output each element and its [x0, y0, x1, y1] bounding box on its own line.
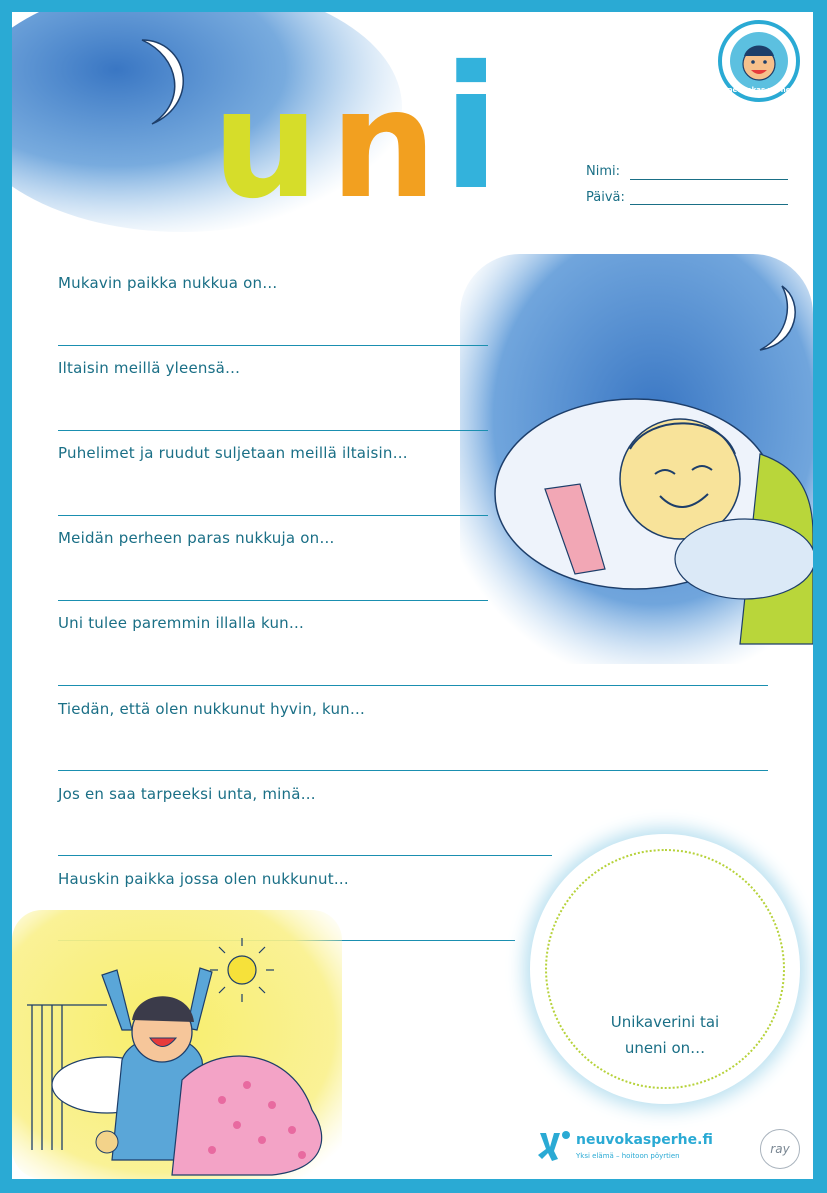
worksheet-page	[12, 12, 813, 1179]
ray-logo	[760, 1129, 800, 1169]
ray-logo-text: ray	[770, 1142, 790, 1156]
answer-line[interactable]	[58, 685, 768, 686]
title-letter-n: n	[330, 58, 437, 232]
footer-tagline: Yksi elämä – hoitoon pöyrtien	[576, 1152, 680, 1160]
circle-caption-line1: Unikaverini tai	[610, 1013, 720, 1031]
circle-caption-line2: uneni on…	[624, 1039, 706, 1057]
sleeping-child-illustration	[460, 234, 813, 664]
teddy-icon	[96, 1131, 118, 1153]
prompt-slept-well: Tiedän, että olen nukkunut hyvin, kun…	[58, 700, 366, 718]
answer-line[interactable]	[58, 855, 552, 856]
name-field[interactable]	[630, 179, 788, 180]
neuvokas-perhe-logo-icon	[534, 1129, 574, 1165]
answer-line[interactable]	[58, 515, 488, 516]
prompt-best-sleeper: Meidän perheen paras nukkuja on…	[58, 529, 335, 547]
badge-label: neuvokas perhe	[727, 86, 791, 94]
prompt-evenings: Iltaisin meillä yleensä…	[58, 359, 241, 377]
prompt-screens-off: Puhelimet ja ruudut suljetaan meillä iltaisin…	[58, 444, 408, 462]
prompt-comfiest-place: Mukavin paikka nukkua on…	[58, 274, 278, 292]
name-label: Nimi:	[586, 164, 620, 179]
answer-line[interactable]	[58, 600, 488, 601]
answer-line[interactable]	[58, 770, 768, 771]
neuvokas-perhe-badge	[718, 20, 800, 102]
answer-line[interactable]	[58, 430, 488, 431]
answer-line[interactable]	[58, 345, 488, 346]
date-field[interactable]	[630, 204, 788, 205]
prompt-sleep-comes-better: Uni tulee paremmin illalla kun…	[58, 614, 305, 632]
sun-icon	[228, 956, 256, 984]
prompt-not-enough-sleep: Jos en saa tarpeeksi unta, minä…	[58, 785, 316, 803]
footer-site-name[interactable]: neuvokasperhe.fi	[576, 1132, 713, 1148]
waking-child-illustration	[12, 910, 357, 1179]
drawing-circle[interactable]	[530, 834, 800, 1104]
date-label: Päivä:	[586, 190, 625, 205]
title-letter-i: i	[442, 30, 501, 228]
title-letter-u: u	[212, 58, 319, 232]
child-face-icon	[736, 38, 782, 84]
prompt-funniest-place: Hauskin paikka jossa olen nukkunut…	[58, 870, 349, 888]
